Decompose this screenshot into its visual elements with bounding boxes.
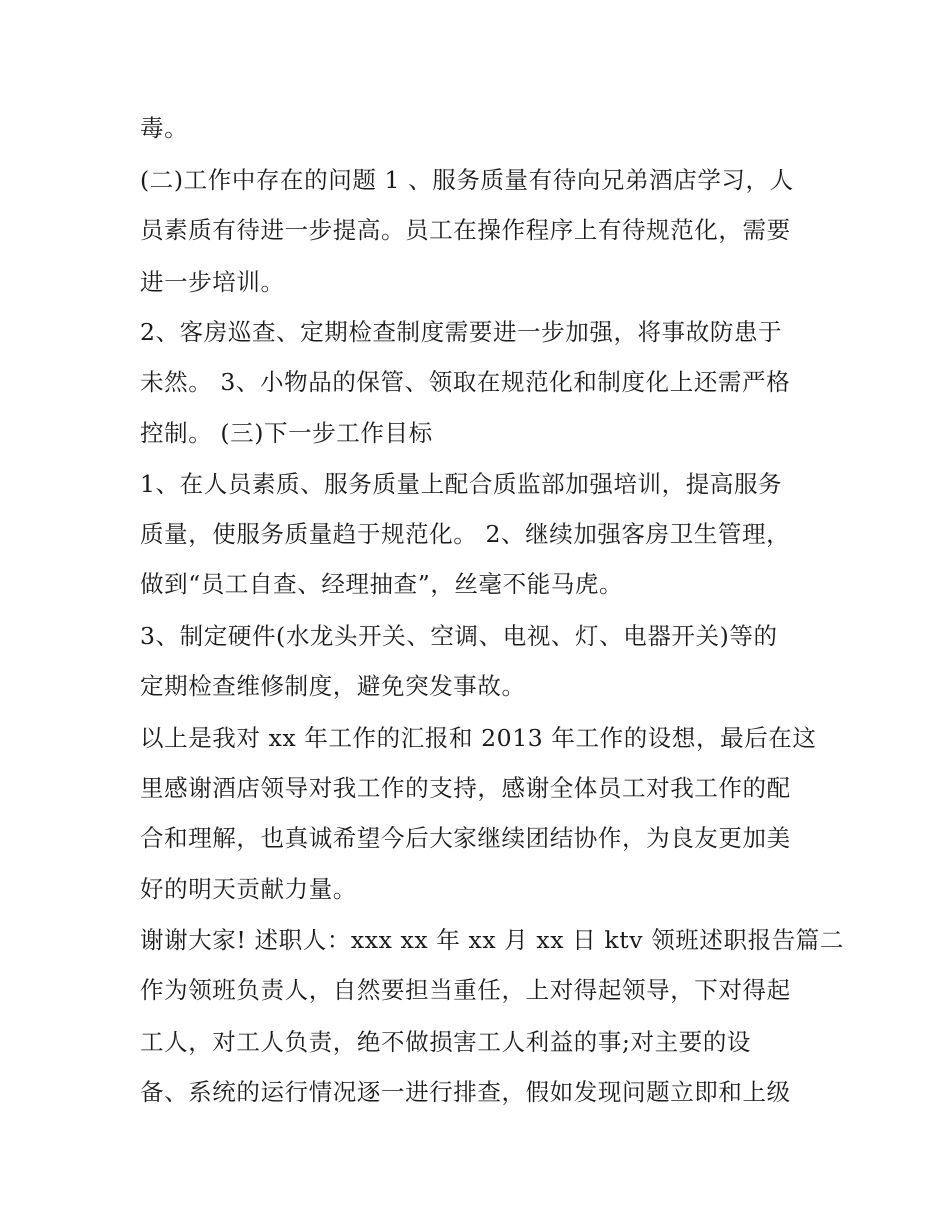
text-line: 好的明天贡献力量。 (140, 875, 357, 903)
text-line: 以上是我对 xx 年工作的汇报和 2013 年工作的设想，最后在这 (140, 724, 817, 752)
text-line: 做到“员工自查、经理抽查”，丝毫不能马虎。 (140, 570, 624, 598)
text-line: 谢谢大家! 述职人：xxx xx 年 xx 月 xx 日 ktv 领班述职报告篇二 (140, 926, 845, 954)
text-line: 里感谢酒店领导对我工作的支持，感谢全体员工对我工作的配 (140, 774, 791, 802)
text-line: 质量，使服务质量趋于规范化。 2、继续加强客房卫生管理， (140, 520, 791, 548)
text-line: 未然。 3、小物品的保管、领取在规范化和制度化上还需严格 (140, 368, 791, 396)
text-line: 1、在人员素质、服务质量上配合质监部加强培训，提高服务 (140, 470, 783, 498)
text-line: (二)工作中存在的问题 1 、服务质量有待向兄弟酒店学习，人 (140, 166, 794, 194)
text-line: 员素质有待进一步提高。员工在操作程序上有待规范化，需要 (140, 216, 791, 244)
text-line: 合和理解，也真诚希望今后大家继续团结协作，为良友更加美 (140, 824, 791, 852)
text-line: 2、客房巡查、定期检查制度需要进一步加强，将事故防患于 (140, 318, 783, 346)
text-line: 进一步培训。 (140, 268, 285, 296)
text-line: 备、系统的运行情况逐一进行排查，假如发现问题立即和上级 (140, 1078, 791, 1106)
text-line: 3、制定硬件(水龙头开关、空调、电视、灯、电器开关)等的 (140, 622, 778, 650)
text-line: 毒。 (140, 114, 189, 142)
text-line: 工人，对工人负责，绝不做损害工人利益的事;对主要的设 (140, 1028, 752, 1056)
text-line: 控制。 (三)下一步工作目标 (140, 419, 433, 447)
text-line: 定期检查维修制度，避免突发事故。 (140, 672, 526, 700)
text-line: 作为领班负责人，自然要担当重任，上对得起领导，下对得起 (140, 976, 791, 1004)
